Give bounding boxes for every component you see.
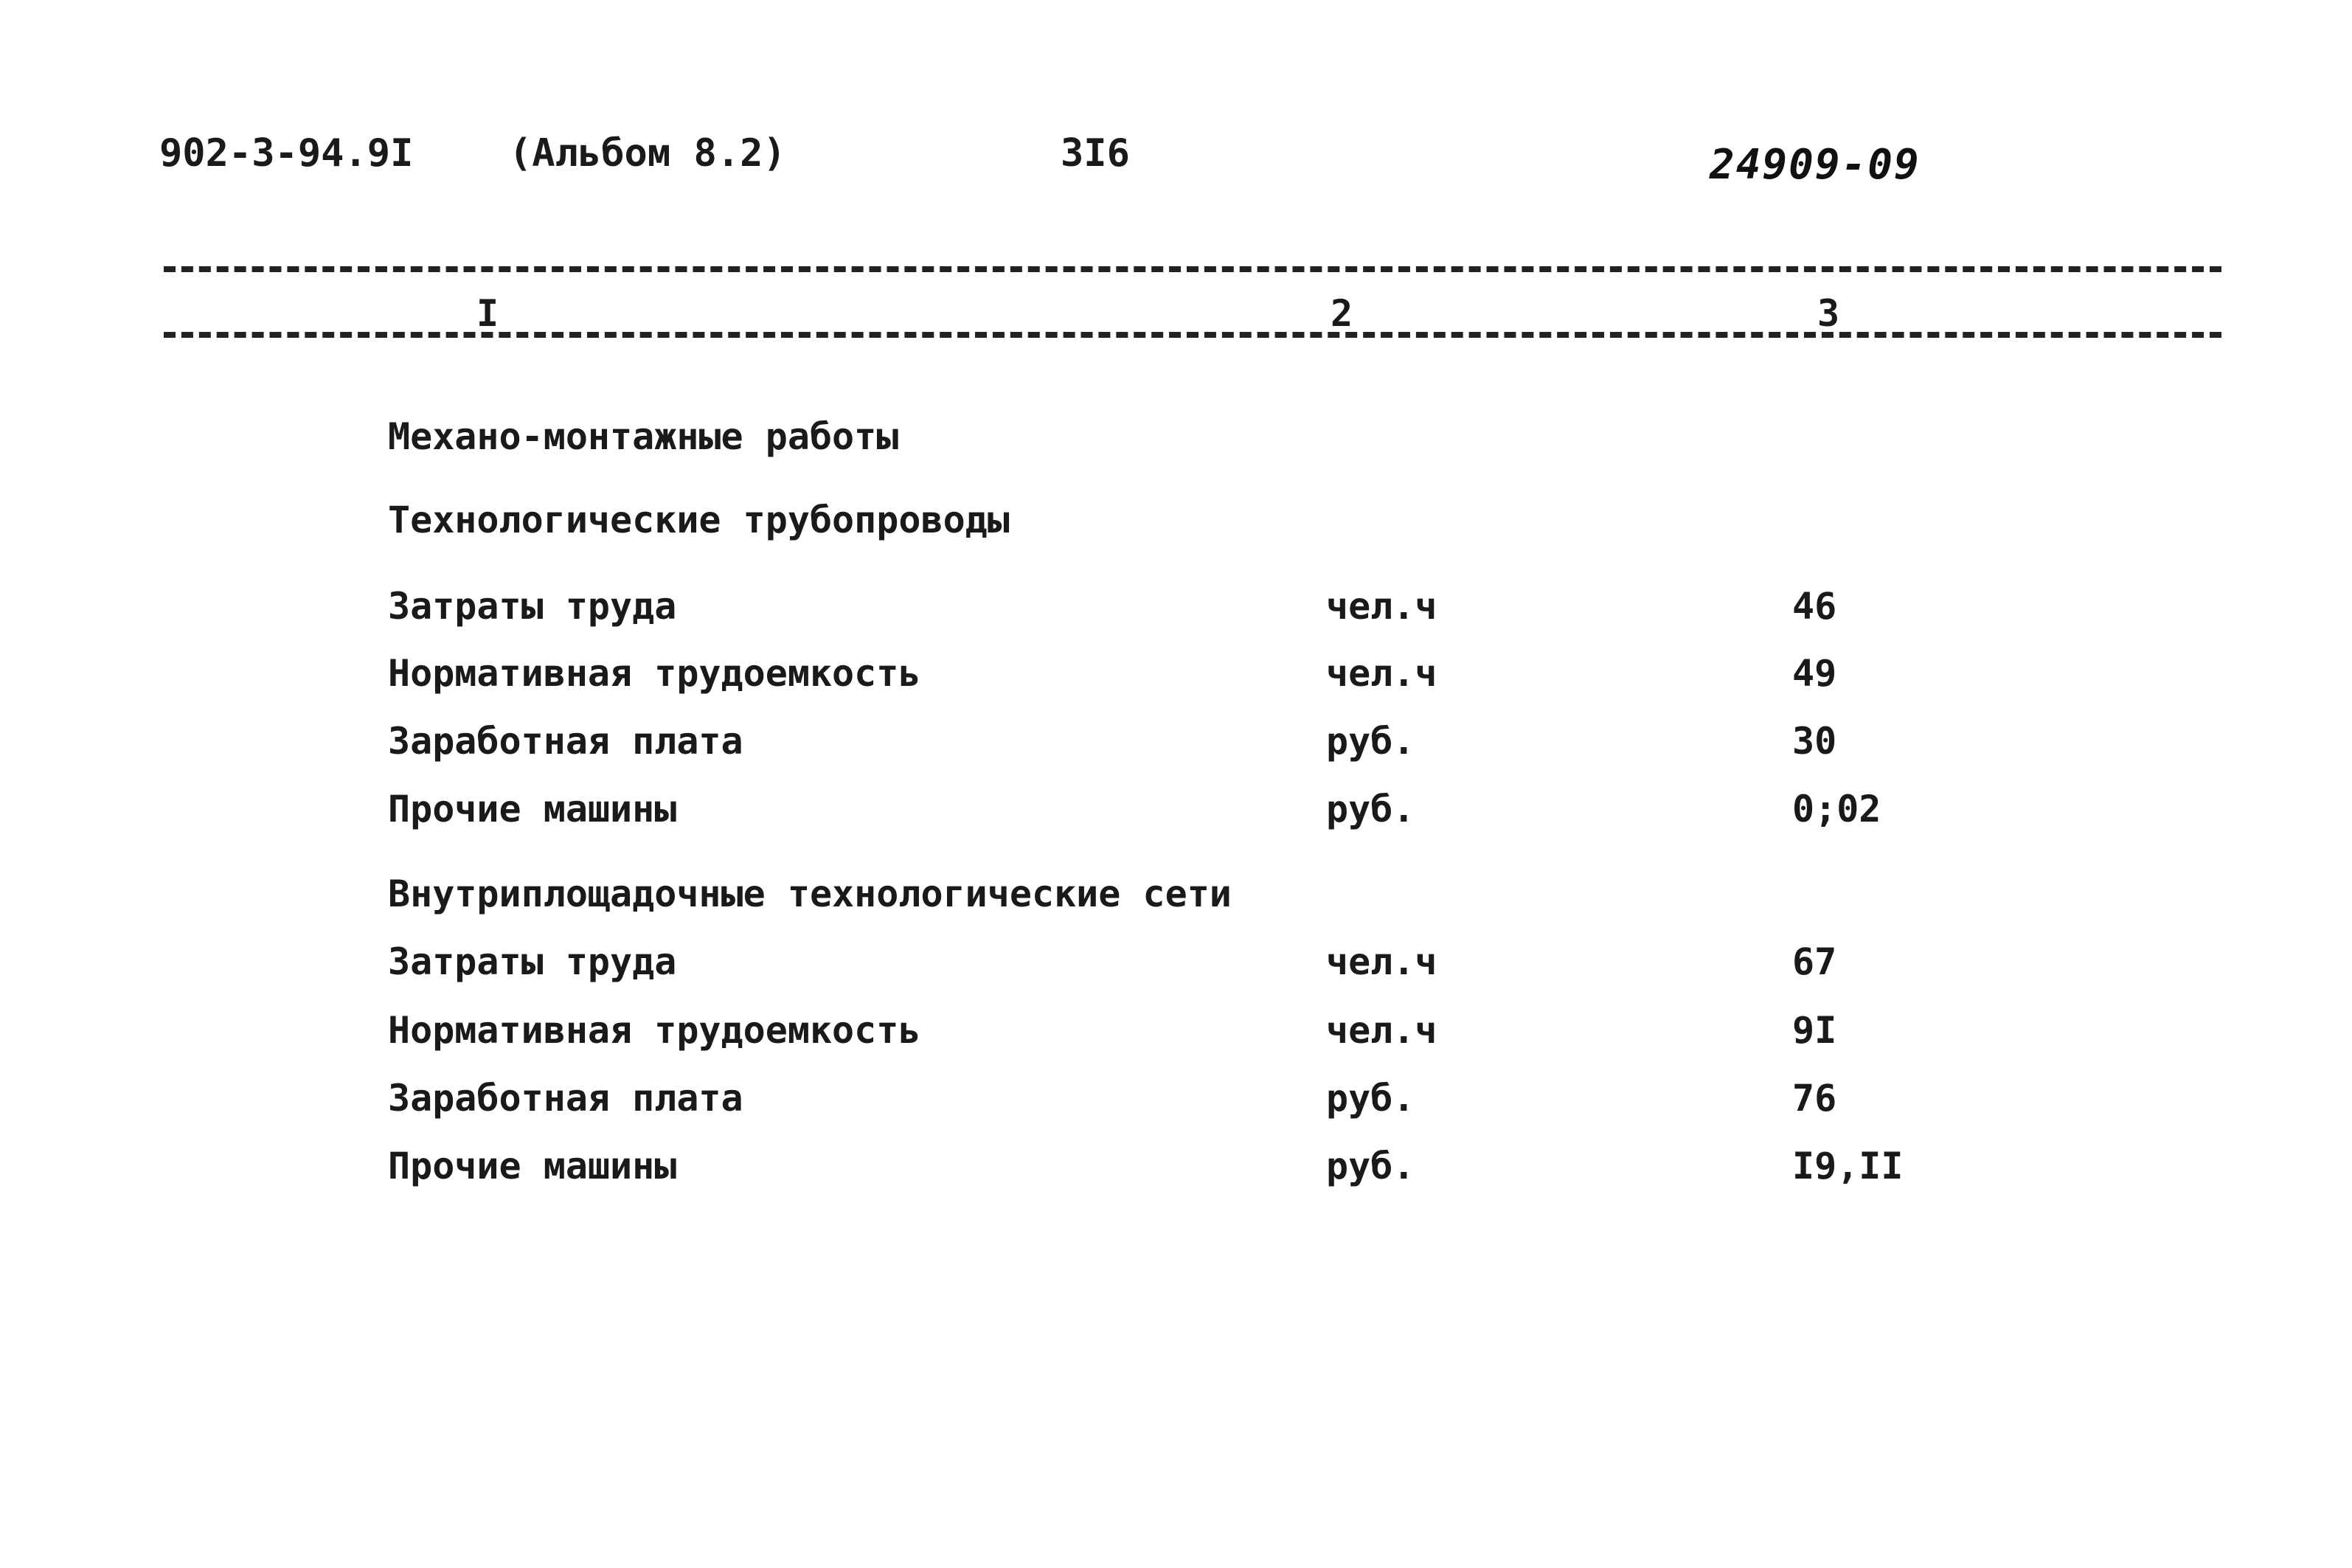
row-value: 76 bbox=[1792, 1077, 1837, 1120]
row-value: 49 bbox=[1792, 652, 1837, 695]
row-name: Заработная плата bbox=[388, 1077, 743, 1120]
page-number: 3I6 bbox=[1061, 131, 1130, 176]
row-unit: чел.ч bbox=[1326, 652, 1437, 695]
table-header-rule bbox=[164, 332, 2221, 338]
row-name: Прочие машины bbox=[388, 788, 677, 830]
column-number-1: I bbox=[472, 295, 503, 332]
row-value: 0;02 bbox=[1792, 788, 1881, 830]
row-name: Заработная плата bbox=[388, 720, 743, 763]
row-name: Нормативная трудоемкость bbox=[388, 652, 921, 695]
row-value: 9I bbox=[1792, 1009, 1837, 1052]
row-unit: руб. bbox=[1326, 720, 1415, 763]
row-unit: руб. bbox=[1326, 1077, 1415, 1120]
row-value: I9,II bbox=[1792, 1145, 1904, 1187]
row-unit: чел.ч bbox=[1326, 940, 1437, 983]
row-value: 67 bbox=[1792, 940, 1837, 983]
row-unit: руб. bbox=[1326, 1145, 1415, 1187]
table-top-rule bbox=[164, 266, 2221, 272]
row-value: 30 bbox=[1792, 720, 1837, 763]
column-number-2: 2 bbox=[1326, 295, 1357, 332]
document-code: 902-3-94.9I bbox=[159, 131, 414, 176]
group-title-site-networks: Внутриплощадочные технологические сети bbox=[388, 873, 1232, 915]
inventory-stamp: 24909-09 bbox=[1710, 141, 1921, 189]
row-name: Затраты труда bbox=[388, 940, 677, 983]
row-unit: чел.ч bbox=[1326, 585, 1437, 628]
section-title: Механо-монтажные работы bbox=[388, 415, 899, 458]
row-name: Прочие машины bbox=[388, 1145, 677, 1187]
row-name: Нормативная трудоемкость bbox=[388, 1009, 921, 1052]
row-value: 46 bbox=[1792, 585, 1837, 628]
column-number-3: 3 bbox=[1813, 295, 1844, 332]
album-label: (Альбом 8.2) bbox=[509, 131, 786, 176]
row-unit: чел.ч bbox=[1326, 1009, 1437, 1052]
row-unit: руб. bbox=[1326, 788, 1415, 830]
group-title-pipelines: Технологические трубопроводы bbox=[388, 499, 1010, 541]
row-name: Затраты труда bbox=[388, 585, 677, 628]
